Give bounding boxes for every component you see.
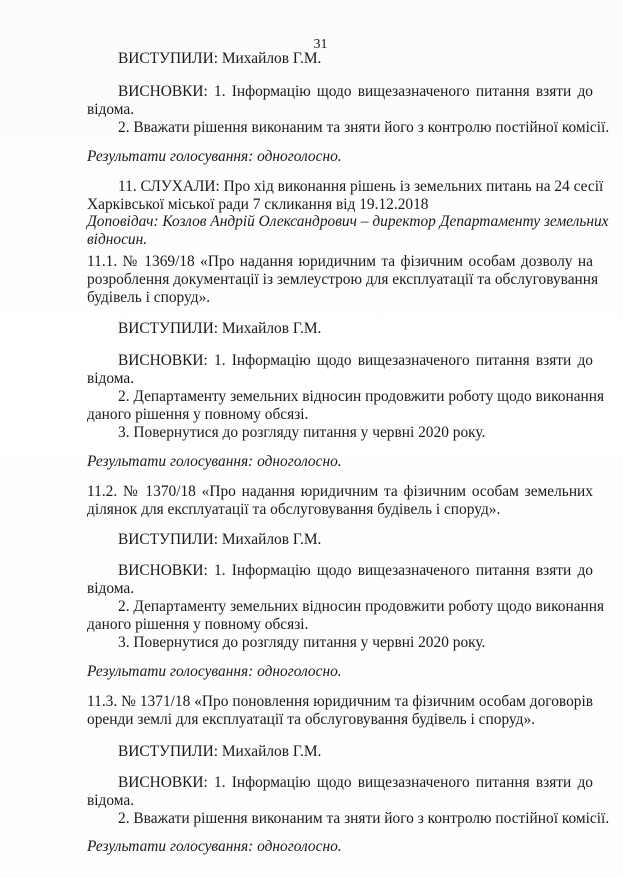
conclusions-line: ВИСНОВКИ: 1. Інформацію щодо вищезазначеного питання взяти до <box>118 774 593 791</box>
conclusion-item: 3. Повернутися до розгляду питання у червні 2020 року. <box>118 424 486 441</box>
subitem-title: 11.3. № 1371/18 «Про поновлення юридичним та фізичним особам договорів <box>87 693 593 710</box>
speakers-line: ВИСТУПИЛИ: Михайлов Г.М. <box>118 50 322 67</box>
voting-result: Результати голосування: одноголосно. <box>87 838 342 855</box>
conclusions-line-continued: відома. <box>87 792 135 809</box>
conclusions-line: ВИСНОВКИ: 1. Інформацію щодо вищезазначеного питання взяти до <box>118 352 593 369</box>
voting-result: Результати голосування: одноголосно. <box>87 453 342 470</box>
rapporteur-line: Доповідач: Козлов Андрій Олександрович – директор Департаменту земельних <box>87 213 609 230</box>
subitem-title: 11.1. № 1369/18 «Про надання юридичним та фізичним особам дозволу на <box>87 253 593 270</box>
speakers-line: ВИСТУПИЛИ: Михайлов Г.М. <box>118 320 322 337</box>
conclusion-item: 2. Вважати рішення виконаним та зняти його з контролю постійної комісії. <box>118 810 610 827</box>
conclusions-line-continued: відома. <box>87 101 135 118</box>
conclusions-line-continued: відома. <box>87 370 135 387</box>
agenda-item-heading-continued: Харківської міської ради 7 скликання від 19.12.2018 <box>87 196 429 213</box>
subitem-title: 11.2. № 1370/18 «Про надання юридичним та фізичним особам земельних <box>87 483 593 500</box>
conclusions-line-continued: відома. <box>87 580 135 597</box>
conclusions-line: ВИСНОВКИ: 1. Інформацію щодо вищезазначеного питання взяти до <box>118 83 593 100</box>
speakers-line: ВИСТУПИЛИ: Михайлов Г.М. <box>118 743 322 760</box>
conclusion-item: 2. Вважати рішення виконаним та зняти його з контролю постійної комісії. <box>118 119 610 136</box>
conclusion-item: 2. Департаменту земельних відносин продовжити роботу щодо виконання <box>118 388 605 405</box>
conclusions-line: ВИСНОВКИ: 1. Інформацію щодо вищезазначеного питання взяти до <box>118 562 593 579</box>
page-number: 31 <box>313 37 328 52</box>
conclusion-item: 2. Департаменту земельних відносин продовжити роботу щодо виконання <box>118 598 605 615</box>
subitem-title-continued: будівель і споруд». <box>87 289 211 306</box>
speakers-line: ВИСТУПИЛИ: Михайлов Г.М. <box>118 531 322 548</box>
agenda-item-heading: 11. СЛУХАЛИ: Про хід виконання рішень із земельних питань на 24 сесії <box>118 178 604 195</box>
subitem-title-continued: оренди землі для експлуатації та обслуговування будівель і споруд». <box>87 711 536 728</box>
subitem-title-continued: ділянок для експлуатації та обслуговування будівель і споруд». <box>87 501 501 518</box>
conclusion-item-continued: даного рішення у повному обсязі. <box>87 616 309 633</box>
voting-result: Результати голосування: одноголосно. <box>87 148 342 165</box>
subitem-title-continued: розроблення документації із землеустрою для експлуатації та обслуговування <box>87 271 599 288</box>
rapporteur-line-continued: відносин. <box>87 231 148 248</box>
conclusion-item-continued: даного рішення у повному обсязі. <box>87 406 309 423</box>
conclusion-item: 3. Повернутися до розгляду питання у червні 2020 року. <box>118 634 486 651</box>
voting-result: Результати голосування: одноголосно. <box>87 663 342 680</box>
